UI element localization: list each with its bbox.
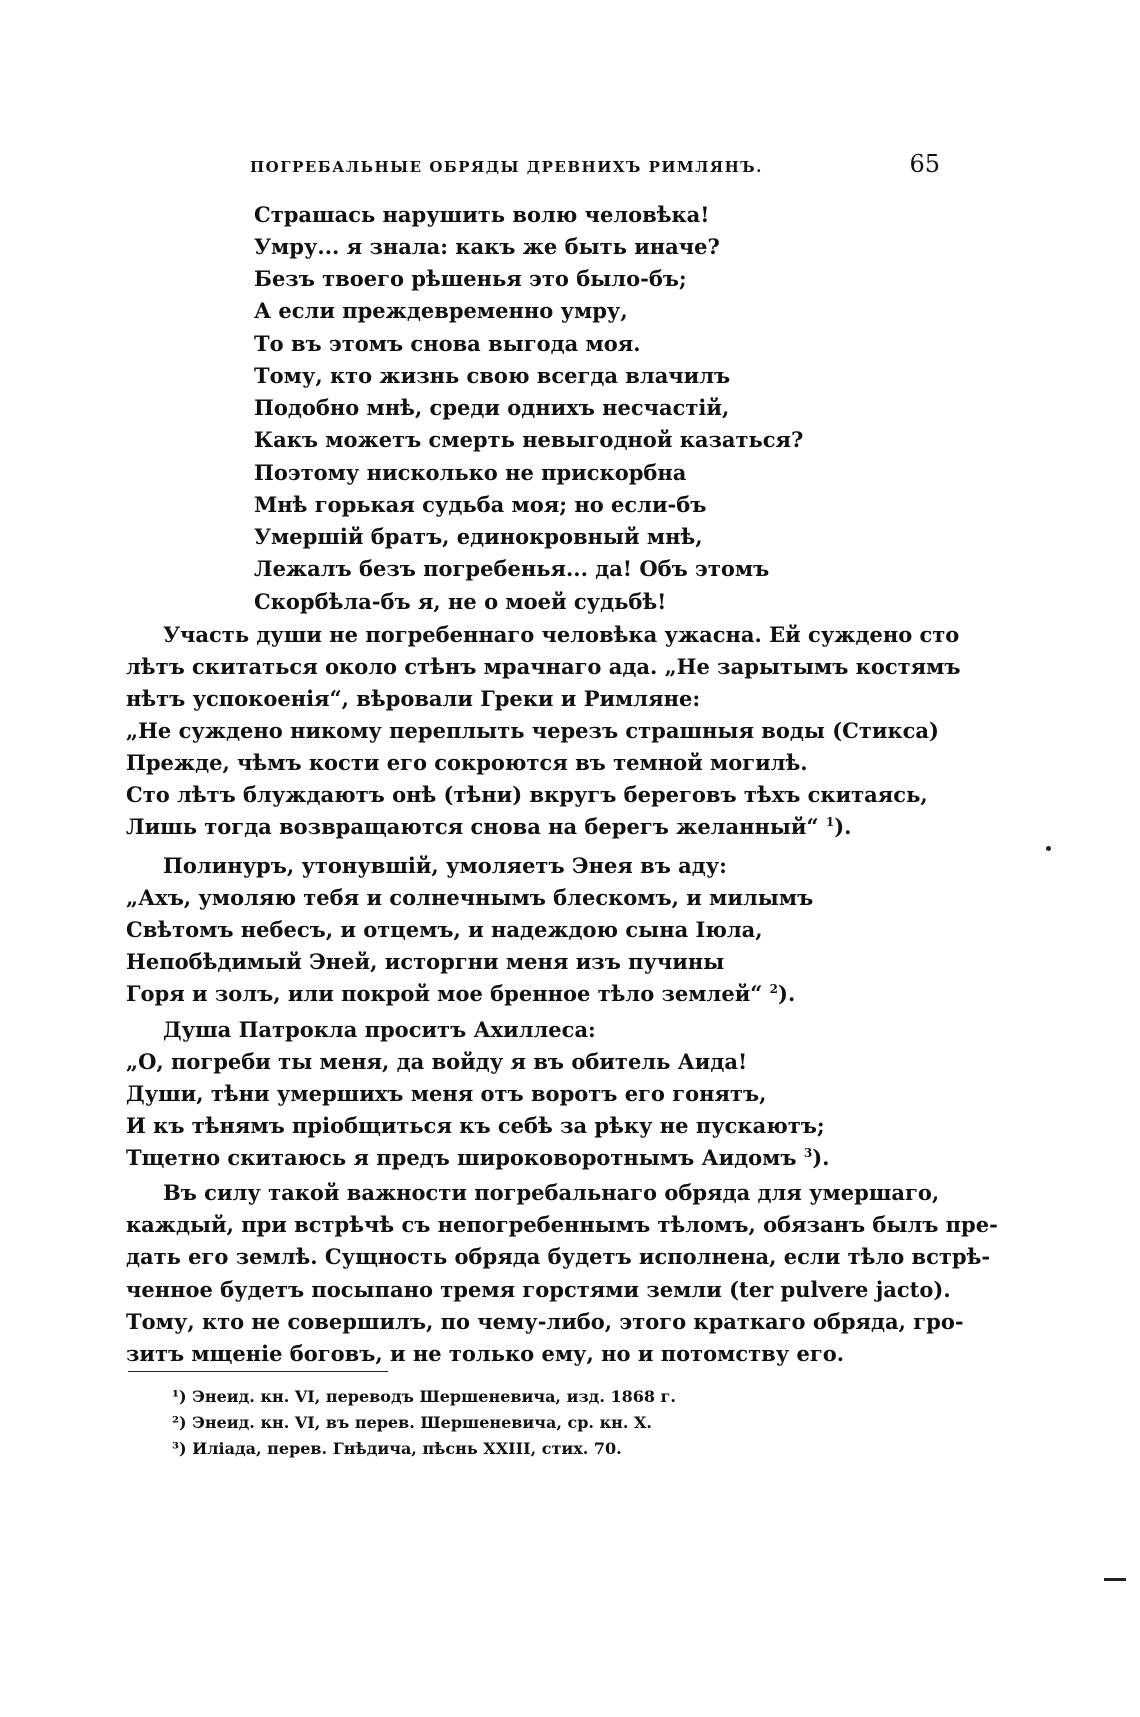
paragraph-line: Душа Патрокла проситъ Ахиллеса: [163,1017,596,1042]
paragraph-line: Тому, кто не совершилъ, по чему-либо, этого краткаго обряда, гро- [126,1309,964,1334]
footnote [172,1439,622,1458]
paragraph-line: нѣтъ успокоенія“, вѣровали Греки и Римляне: [126,686,701,711]
quote-tail: ). [778,981,796,1006]
paragraph-line: лѣтъ скитаться около стѣнъ мрачнаго ада. „Не зарытымъ костямъ [126,654,961,679]
quote-line: Сто лѣтъ блуждаютъ онѣ (тѣни) вкругъ береговъ тѣхъ скитаясь, [126,782,928,807]
poem-line: Умершій братъ, единокровный мнѣ, [254,524,703,549]
quote-line: „Не суждено никому переплыть черезъ страшныя воды (Стикса) [126,718,939,743]
footnote [172,1413,652,1432]
quote-tail: ). [812,1145,830,1170]
paragraph-line: дать его землѣ. Сущность обряда будетъ исполнена, если тѣло встрѣ- [126,1244,991,1269]
quote-line: Свѣтомъ небесъ, и отцемъ, и надеждою сына Іюла, [126,917,763,942]
footnote-text: Иліада, перев. Гнѣдича, пѣснь XXIII, стих. 70. [192,1439,622,1458]
poem-line: А если преждевременно умру, [254,298,628,323]
paragraph-line: ченное будетъ посыпано тремя горстями земли (ter pulvere jacto). [126,1277,951,1302]
quote-text: Тщетно скитаюсь я предъ широковоротнымъ Аидомъ [126,1145,804,1170]
poem-line: Подобно мнѣ, среди однихъ несчастій, [254,395,730,420]
footnote-ref: 1 [825,815,835,829]
quote-line [126,814,851,839]
paragraph-line: Въ силу такой важности погребальнаго обряда для умершаго, [163,1180,940,1205]
ink-speck [1046,846,1051,851]
poem-line: Тому, кто жизнь свою всегда влачилъ [254,363,731,388]
page-number: 65 [909,150,940,178]
poem-line: То въ этомъ снова выгода моя. [254,331,641,356]
quote-line [126,1145,829,1170]
poem-line: Безъ твоего рѣшенья это было-бъ; [254,266,687,291]
footnote-mark: ³) [172,1439,187,1458]
footnote-mark: ²) [172,1413,187,1432]
poem-line: Мнѣ горькая судьба моя; но если-бъ [254,492,707,517]
paragraph-line: Участь души не погребеннаго человѣка ужасна. Ей суждено сто [163,622,960,647]
running-header [250,150,940,180]
poem-line: Страшась нарушить волю человѣка! [254,202,710,227]
quote-line: Непобѣдимый Эней, исторгни меня изъ пучины [126,949,725,974]
poem-line: Лежалъ безъ погребенья... да! Объ этомъ [254,556,770,581]
footnote-ref: 2 [769,982,779,996]
poem-line: Умру... я знала: какъ же быть иначе? [254,234,720,259]
quote-line: „О, погреби ты меня, да войду я въ обитель Аида! [126,1049,748,1074]
footnote [172,1387,676,1406]
poem-line: Какъ можетъ смерть невыгодной казаться? [254,427,804,452]
poem-line: Скорбѣла-бъ я, не о моей судьбѣ! [254,589,667,614]
paragraph-line: Полинуръ, утонувшій, умоляетъ Энея въ аду: [163,853,727,878]
quote-line: „Ахъ, умоляю тебя и солнечнымъ блескомъ, и милымъ [126,885,814,910]
footnote-separator [128,1371,388,1372]
footnote-text: Энеид. кн. VI, въ перев. Шершеневича, ср. кн. X. [192,1413,652,1432]
footnote-text: Энеид. кн. VI, переводъ Шершеневича, изд. 1868 г. [192,1387,676,1406]
poem-line: Поэтому нисколько не прискорбна [254,460,687,485]
running-title: ПОГРЕБАЛЬНЫЕ ОБРЯДЫ ДРЕВНИХЪ РИМЛЯНЪ. [250,158,763,176]
quote-line: Прежде, чѣмъ кости его сокроются въ темной могилѣ. [126,750,808,775]
footnote-mark: ¹) [172,1387,187,1406]
quote-text: Лишь тогда возвращаются снова на берегъ желанный“ [126,814,826,839]
footnote-ref: 3 [803,1146,813,1160]
paragraph-line: каждый, при встрѣчѣ съ непогребеннымъ тѣломъ, обязанъ былъ пре- [126,1212,998,1237]
quote-text: Горя и золъ, или покрой мое бренное тѣло землей“ [126,981,770,1006]
quote-line [126,981,795,1006]
paragraph-line: зитъ мщеніе боговъ, и не только ему, но и потомству его. [126,1341,845,1366]
quote-line: И къ тѣнямъ пріобщиться къ себѣ за рѣку не пускаютъ; [126,1113,825,1138]
quote-tail: ). [834,814,852,839]
quote-line: Души, тѣни умершихъ меня отъ воротъ его гонятъ, [126,1081,767,1106]
margin-dash [1104,1578,1126,1581]
